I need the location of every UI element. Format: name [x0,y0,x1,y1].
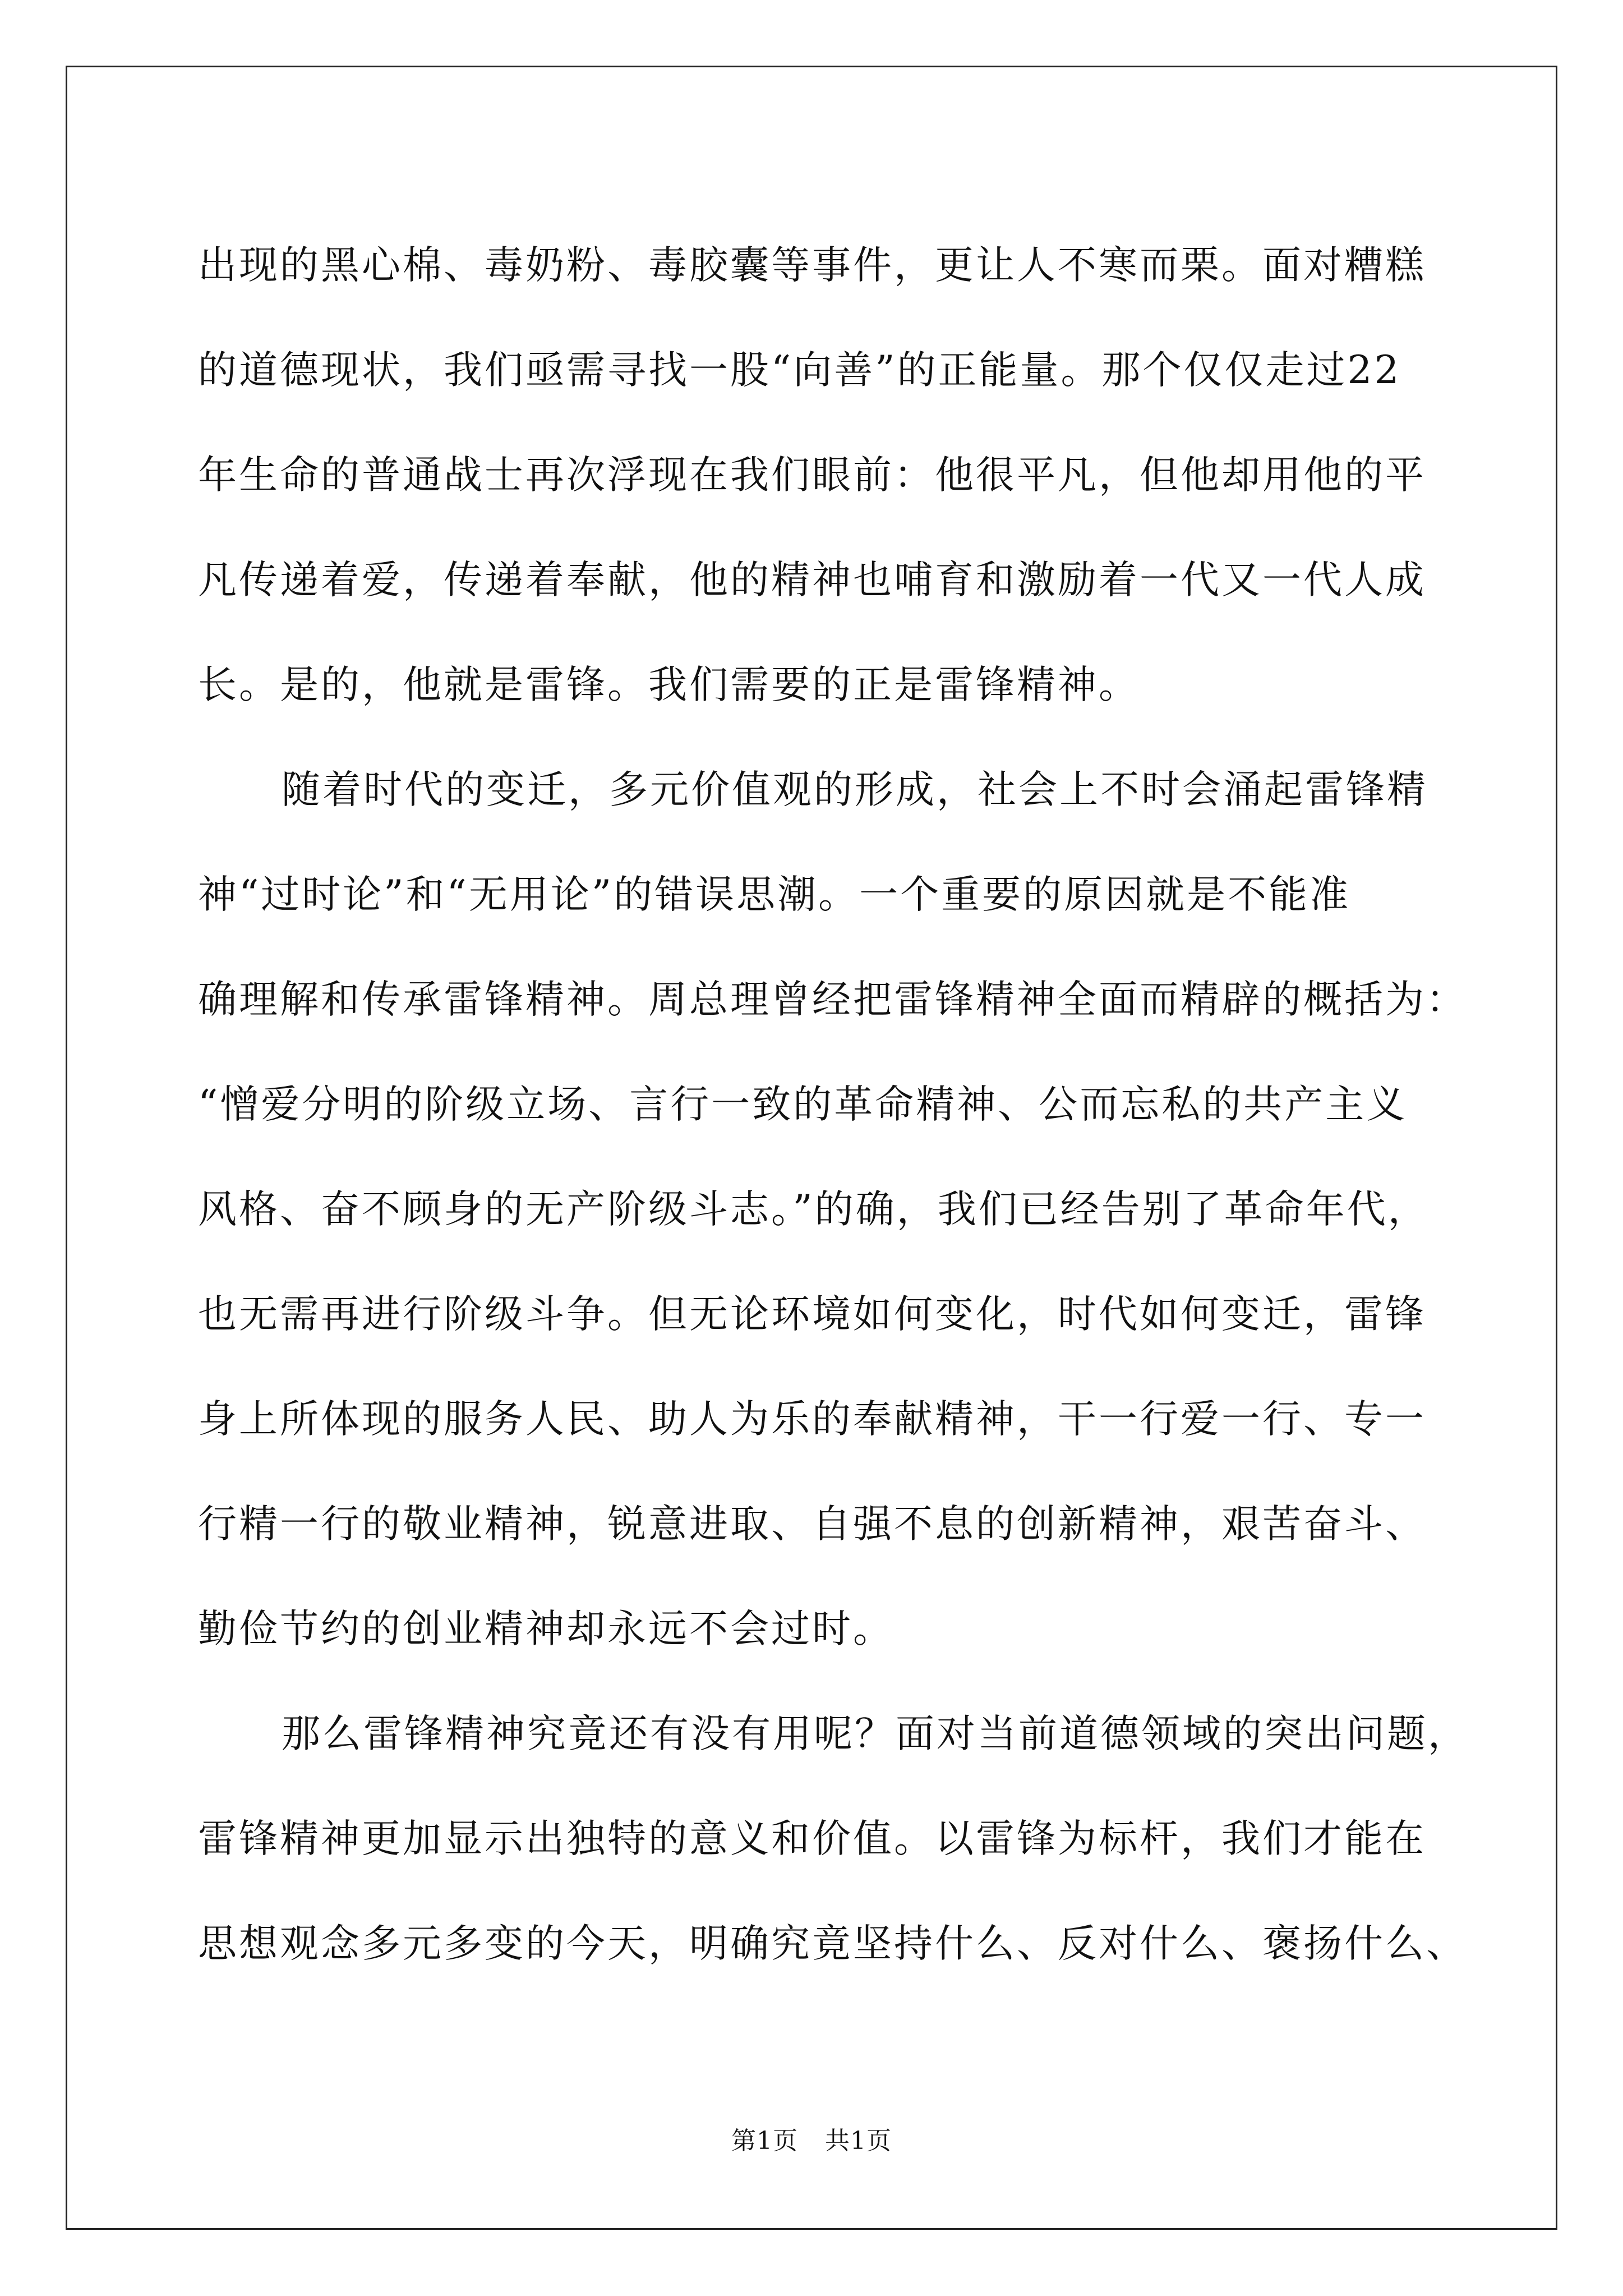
page-footer [0,2120,1623,2156]
text-line: 雷锋精神更加显示出独特的意义和价值。以雷锋为标杆，我们才能在 [198,1816,1426,1861]
text-line: “憎爱分明的阶级立场、言行一致的革命精神、公而忘私的共产主义 [198,1082,1408,1127]
text-line: 身上所体现的服务人民、助人为乐的奉献精神，干一行爱一行、专一 [198,1397,1426,1442]
text-line: 确理解和传承雷锋精神。周总理曾经把雷锋精神全面而精辟的概括为： [198,977,1467,1022]
text-line: 风格、奋不顾身的无产阶级斗志。”的确，我们已经告别了革命年代， [198,1187,1429,1232]
text-line: 凡传递着爱，传递着奉献，他的精神也哺育和激励着一代又一代人成 [198,558,1426,602]
text-line: 长。是的，他就是雷锋。我们需要的正是雷锋精神。 [198,662,1140,707]
text-line: 行精一行的敬业精神，锐意进取、自强不息的创新精神，艰苦奋斗、 [198,1502,1426,1547]
text-line: 随着时代的变迁，多元价值观的形成，社会上不时会涌起雷锋精 [282,767,1428,812]
text-line: 思想观念多元多变的今天，明确究竟坚持什么、反对什么、褒扬什么、 [198,1921,1467,1966]
text-line: 出现的黑心棉、毒奶粉、毒胶囊等事件，更让人不寒而栗。面对糟糕 [198,243,1426,288]
text-line: 年生命的普通战士再次浮现在我们眼前：他很平凡，但他却用他的平 [198,453,1426,498]
text-line: 神“过时论”和“无用论”的错误思潮。一个重要的原因就是不能准 [198,872,1351,917]
page-number: 第1页 [731,2127,798,2155]
document-body [198,213,1469,1996]
text-line: 的道德现状，我们亟需寻找一股“向善”的正能量。那个仅仅走过22 [198,348,1401,393]
text-line: 也无需再进行阶级斗争。但无论环境如何变化，时代如何变迁，雷锋 [198,1292,1426,1337]
text-line: 那么雷锋精神究竟还有没有用呢？面对当前道德领域的突出问题， [282,1711,1469,1756]
page-total: 共1页 [825,2127,892,2155]
text-line: 勤俭节约的创业精神却永远不会过时。 [198,1607,894,1651]
